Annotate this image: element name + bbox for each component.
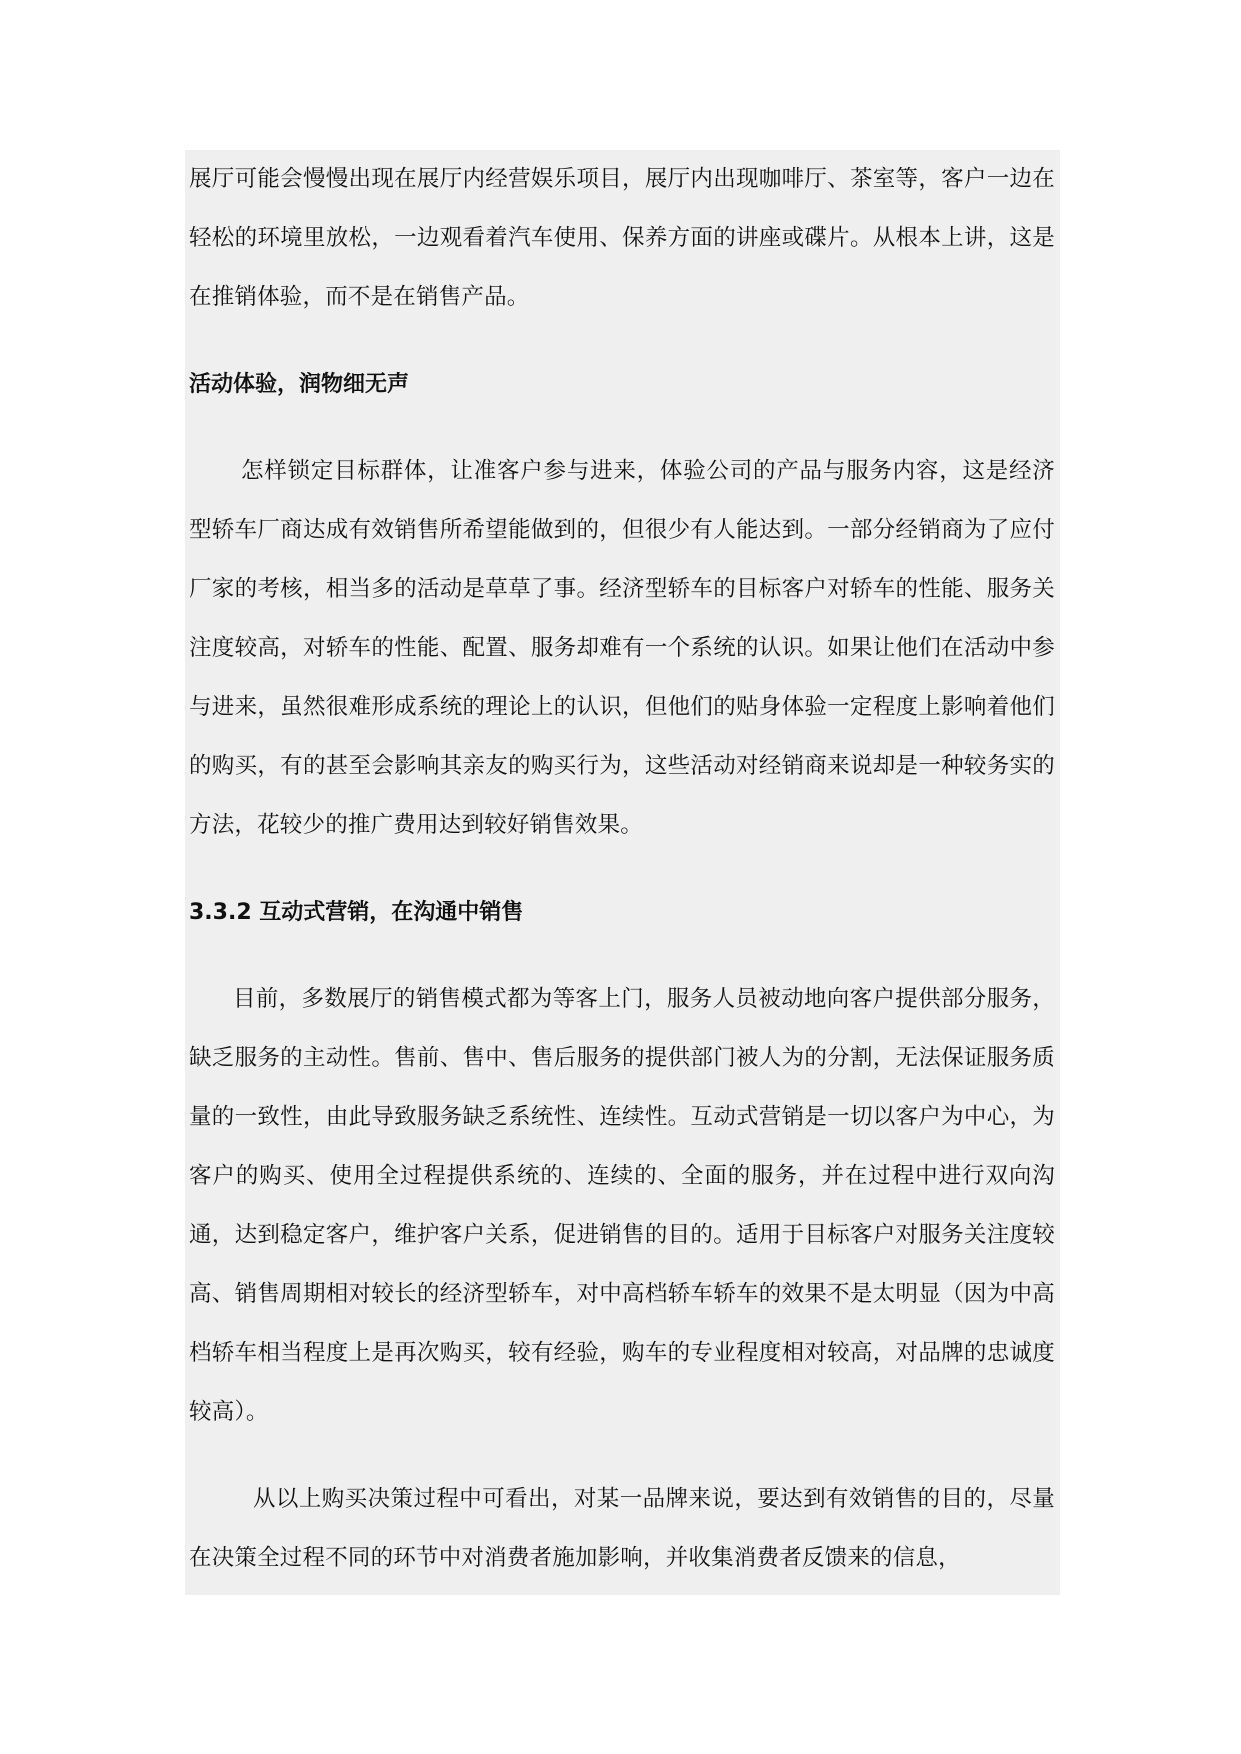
document-body: [189, 150, 1055, 1588]
paragraph-sales-model: 目前，多数展厅的销售模式都为等客上门，服务人员被动地向客户提供部分服务，缺乏服务的主动性。售前、售中、售后服务的提供部门被人为的分割，无法保证服务质量的一致性，由此导致服务缺乏系统性、连续性。互动式营销是一切以客户为中心，为客户的购买、使用全过程提供系统的、连续的、全面的服务，并在过程中进行双向沟通，达到稳定客户，维护客户关系，促进销售的目的。适用于目标客户对服务关注度较高、销售周期相对较长的经济型轿车，对中高档轿车轿车的效果不是太明显（因为中高档轿车相当程度上是再次购买，较有经验，购车的专业程度相对较高，对品牌的忠诚度较高）。: [189, 986, 1055, 1425]
section-heading-activity-experience: 活动体验，润物细无声: [189, 372, 410, 397]
paragraph-showroom-experience: 展厅可能会慢慢出现在展厅内经营娱乐项目，展厅内出现咖啡厅、茶室等，客户一边在轻松的环境里放松，一边观看着汽车使用、保养方面的讲座或碟片。从根本上讲，这是在推销体验，而不是在销售产品。: [189, 166, 1055, 310]
paragraph-purchase-decision: 从以上购买决策过程中可看出，对某一品牌来说，要达到有效销售的目的，尽量在决策全过程不同的环节中对消费者施加影响，并收集消费者反馈来的信息，: [189, 1486, 1055, 1571]
paragraph-target-groups: 怎样锁定目标群体，让准客户参与进来，体验公司的产品与服务内容，这是经济型轿车厂商达成有效销售所希望能做到的，但很少有人能达到。一部分经销商为了应付厂家的考核，相当多的活动是草草了事。经济型轿车的目标客户对轿车的性能、服务关注度较高，对轿车的性能、配置、服务却难有一个系统的认识。如果让他们在活动中参与进来，虽然很难形成系统的理论上的认识，但他们的贴身体验一定程度上影响着他们的购买，有的甚至会影响其亲友的购买行为，这些活动对经销商来说却是一种较务实的方法，花较少的推广费用达到较好销售效果。: [189, 458, 1055, 838]
section-heading-interactive-marketing: 3.3.2 互动式营销，在沟通中销售: [189, 900, 524, 925]
